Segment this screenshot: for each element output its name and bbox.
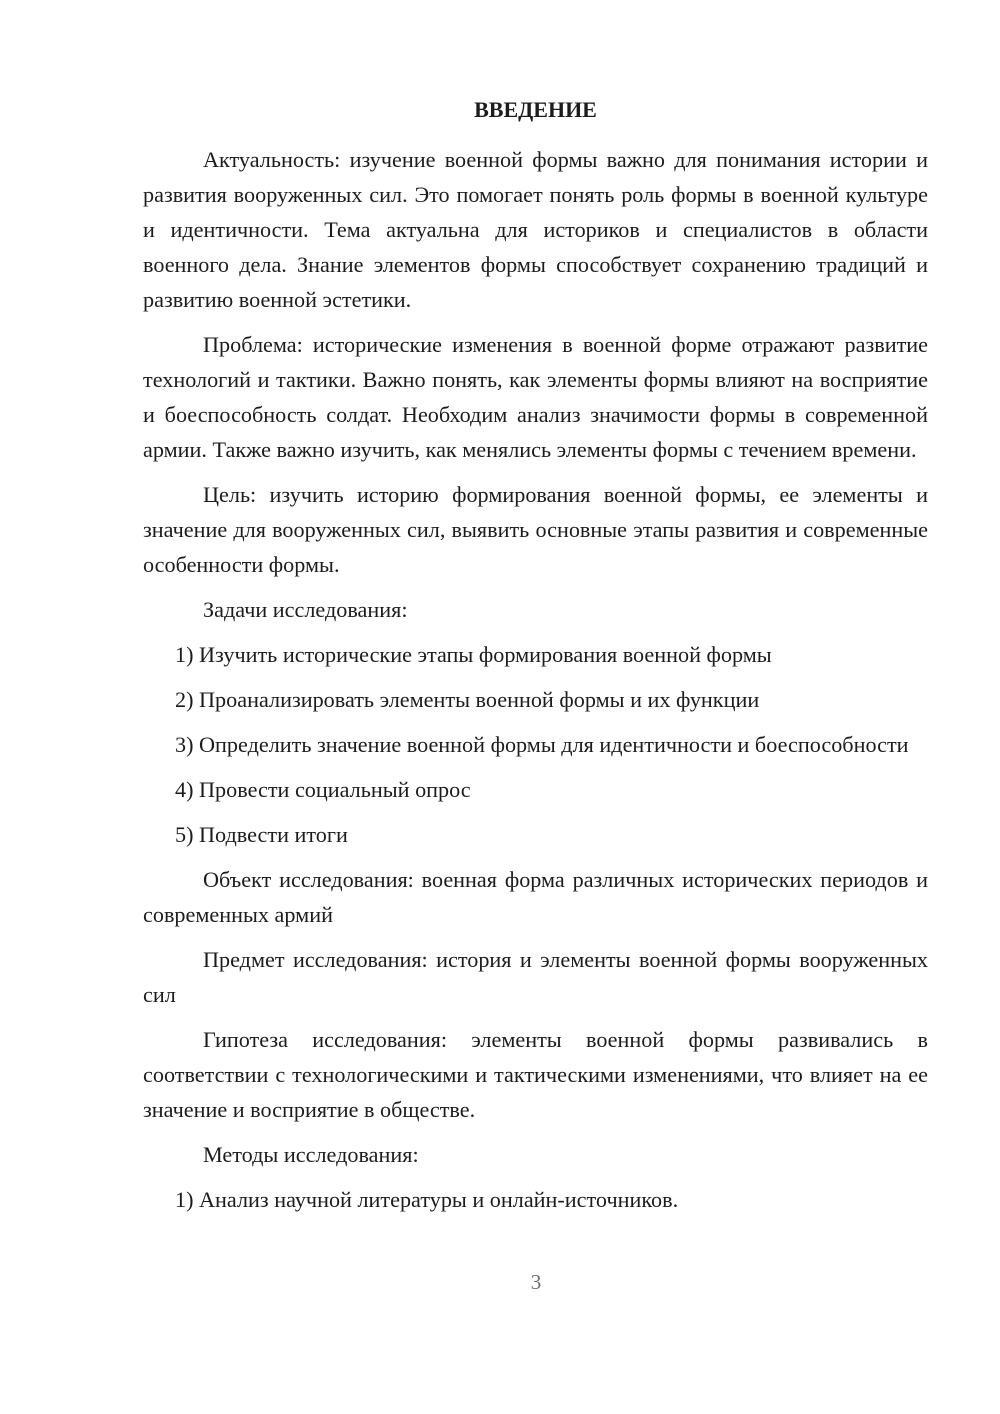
list-item: 5) Подвести итоги <box>175 822 348 847</box>
problem-paragraph: Проблема: исторические изменения в военной форме отражают развитие технологий и тактики. Важно понять, как элементы формы влияют на восприятие и боеспособность солдат. Необходим анализ значимости формы в современной армии. Также важно изучить, как менялись элементы формы с течением времени. <box>143 332 928 462</box>
list-item: 3) Определить значение военной формы для идентичности и боеспособности <box>175 732 909 757</box>
page-number: 3 <box>530 1270 542 1294</box>
tasks-list <box>143 637 928 852</box>
methods-list <box>143 1182 928 1217</box>
goal-paragraph: Цель: изучить историю формирования военной формы, ее элементы и значение для вооруженных сил, выявить основные этапы развития и современные особенности формы. <box>143 482 928 577</box>
section-title: ВВЕДЕНИЕ <box>474 97 597 122</box>
list-item: 2) Проанализировать элементы военной формы и их функции <box>175 687 760 712</box>
hypothesis-paragraph: Гипотеза исследования: элементы военной формы развивались в соответствии с технологическими и тактическими изменениями, что влияет на ее значение и восприятие в обществе. <box>143 1027 928 1122</box>
list-item: 4) Провести социальный опрос <box>175 777 471 802</box>
list-item: 1) Анализ научной литературы и онлайн-источников. <box>175 1187 679 1212</box>
object-paragraph: Объект исследования: военная форма различных исторических периодов и современных армий <box>143 867 928 927</box>
document-page <box>143 92 928 1227</box>
tasks-label: Задачи исследования: <box>203 597 408 622</box>
subject-paragraph: Предмет исследования: история и элементы военной формы вооруженных сил <box>143 947 928 1007</box>
methods-label: Методы исследования: <box>203 1142 419 1167</box>
list-item: 1) Изучить исторические этапы формирования военной формы <box>175 642 772 667</box>
relevance-paragraph: Актуальность: изучение военной формы важно для понимания истории и развития вооруженных сил. Это помогает понять роль формы в военной культуре и идентичности. Тема актуальна для историков и специалистов в области военного дела. Знание элементов формы способствует сохранению традиций и развитию военной эстетики. <box>143 147 928 312</box>
